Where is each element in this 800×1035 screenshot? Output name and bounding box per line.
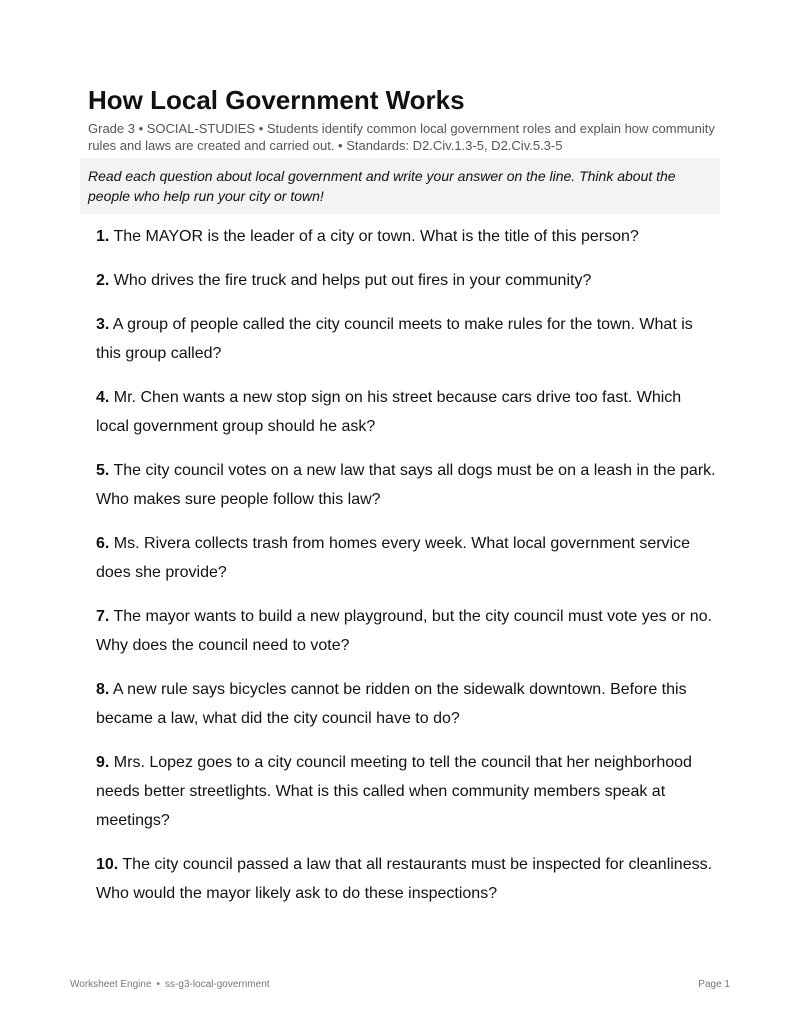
- question-number: 1.: [96, 228, 110, 245]
- question-text: The city council votes on a new law that says all dogs must be on a leash in the park. Who makes sure people follow this law?: [96, 462, 716, 508]
- question-number: 7.: [96, 608, 110, 625]
- question-text: The city council passed a law that all restaurants must be inspected for cleanliness. Who would the mayor likely ask to do these inspections?: [96, 856, 713, 902]
- question-text: Ms. Rivera collects trash from homes every week. What local government service does she provide?: [96, 535, 690, 581]
- question-number: 8.: [96, 681, 110, 698]
- instructions-box: Read each question about local government and write your answer on the line. Think about the people who help run your city or town!: [80, 158, 720, 214]
- question-number: 10.: [96, 856, 119, 873]
- question-text: Mr. Chen wants a new stop sign on his street because cars drive too fast. Which local government group should he ask?: [96, 389, 682, 435]
- question-item: [96, 675, 716, 733]
- question-item: [96, 850, 716, 908]
- question-item: [96, 310, 716, 368]
- question-item: [96, 456, 716, 514]
- question-number: 6.: [96, 535, 110, 552]
- footer-page-number: Page 1: [698, 979, 730, 990]
- question-text: A new rule says bicycles cannot be ridden on the sidewalk downtown. Before this became a law, what did the city council have to do?: [96, 681, 687, 727]
- question-number: 2.: [96, 272, 110, 289]
- question-item: [96, 383, 716, 441]
- footer-engine-name: Worksheet Engine: [70, 979, 152, 990]
- page-title: How Local Government Works: [88, 85, 465, 115]
- question-item: [96, 748, 716, 835]
- question-number: 3.: [96, 316, 110, 333]
- question-number: 4.: [96, 389, 110, 406]
- question-item: [96, 266, 716, 295]
- question-text: Mrs. Lopez goes to a city council meeting to tell the council that her neighborhood needs better streetlights. What is this called when community members speak at meetings?: [96, 754, 692, 829]
- question-item: [96, 222, 716, 251]
- footer-separator: •: [156, 979, 161, 990]
- footer-source: [70, 978, 270, 992]
- question-text: A group of people called the city council meets to make rules for the town. What is this group called?: [96, 316, 693, 362]
- question-item: [96, 602, 716, 660]
- question-list: [96, 222, 716, 923]
- question-text: The MAYOR is the leader of a city or town. What is the title of this person?: [113, 228, 639, 245]
- question-text: Who drives the fire truck and helps put out fires in your community?: [113, 272, 592, 289]
- worksheet-subtitle: Grade 3 • SOCIAL-STUDIES • Students identify common local government roles and explain how community rules and laws are created and carried out. • Standards: D2.Civ.1.3-5, D2.Civ.5.3-5: [88, 121, 715, 153]
- question-item: [96, 529, 716, 587]
- question-number: 9.: [96, 754, 110, 771]
- question-number: 5.: [96, 462, 110, 479]
- footer-worksheet-id: ss-g3-local-government: [165, 979, 270, 990]
- question-text: The mayor wants to build a new playground, but the city council must vote yes or no. Why does the council need to vote?: [96, 608, 713, 654]
